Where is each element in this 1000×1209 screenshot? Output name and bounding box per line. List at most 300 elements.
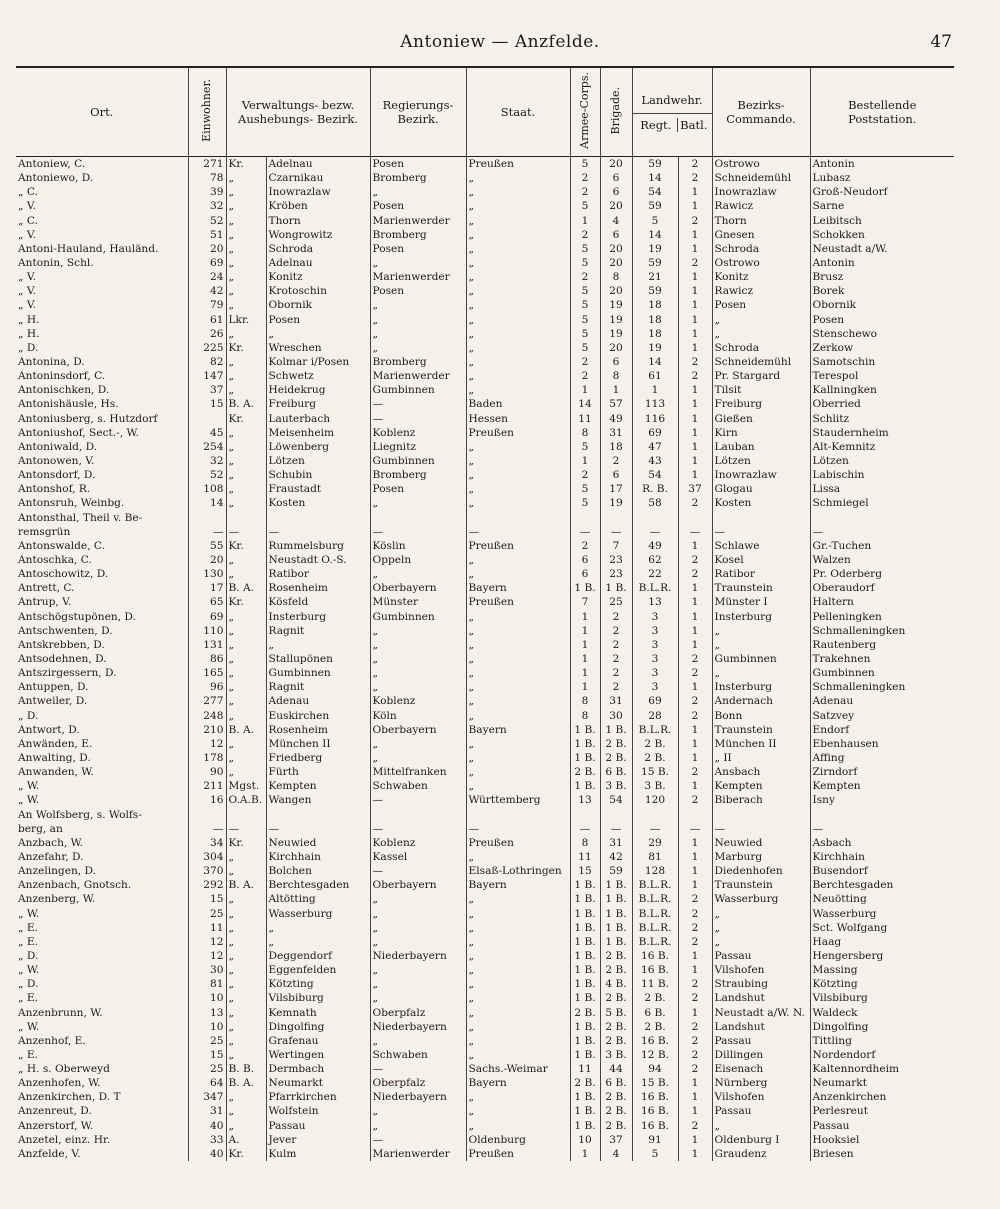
cell-poststation: Perlesreut bbox=[810, 1104, 954, 1118]
cell-verwaltungsbezirk: Kösfeld bbox=[266, 595, 370, 609]
table-row bbox=[16, 581, 954, 595]
cell-bataillon: 1 bbox=[678, 228, 712, 242]
cell-behoerde: B. A. bbox=[226, 878, 266, 892]
cell-poststation: Rautenberg bbox=[810, 638, 954, 652]
cell-verwaltungsbezirk: Pfarrkirchen bbox=[266, 1090, 370, 1104]
cell-verwaltungsbezirk bbox=[266, 807, 370, 821]
cell-regiment: B.L.R. bbox=[632, 723, 678, 737]
cell-verwaltungsbezirk: Lötzen bbox=[266, 454, 370, 468]
cell-staat: Bayern bbox=[466, 723, 570, 737]
cell-staat: „ bbox=[466, 610, 570, 624]
cell-armeecorps: 1 B. bbox=[570, 1104, 600, 1118]
cell-bezirkscommando: Ratibor bbox=[712, 567, 810, 581]
cell-regierungsbezirk: Oppeln bbox=[370, 553, 466, 567]
cell-poststation: — bbox=[810, 525, 954, 539]
cell-behoerde: „ bbox=[226, 284, 266, 298]
cell-ort: „ W. bbox=[18, 907, 40, 920]
cell-regierungsbezirk: Oberpfalz bbox=[370, 1005, 466, 1019]
table-row bbox=[16, 1090, 954, 1104]
cell-behoerde: „ bbox=[226, 270, 266, 284]
cell-behoerde: „ bbox=[226, 242, 266, 256]
cell-einwohner: 86 bbox=[188, 652, 226, 666]
cell-einwohner: 37 bbox=[188, 383, 226, 397]
cell-poststation: Schlitz bbox=[810, 412, 954, 426]
cell-regierungsbezirk: Bromberg bbox=[370, 228, 466, 242]
cell-brigade: 19 bbox=[600, 298, 632, 312]
cell-bataillon: 1 bbox=[678, 185, 712, 199]
cell-regierungsbezirk: Liegnitz bbox=[370, 440, 466, 454]
cell-regierungsbezirk: Gumbinnen bbox=[370, 610, 466, 624]
table-row bbox=[16, 270, 954, 284]
cell-bataillon: 1 bbox=[678, 850, 712, 864]
cell-verwaltungsbezirk: Schubin bbox=[266, 468, 370, 482]
cell-einwohner bbox=[188, 807, 226, 821]
cell-staat: „ bbox=[466, 185, 570, 199]
cell-poststation bbox=[810, 511, 954, 525]
cell-einwohner: 10 bbox=[188, 991, 226, 1005]
cell-poststation: Lötzen bbox=[810, 454, 954, 468]
cell-regiment: R. B. bbox=[632, 482, 678, 496]
cell-bezirkscommando: Landshut bbox=[712, 1020, 810, 1034]
cell-ort: „ W. bbox=[18, 964, 40, 977]
table-row bbox=[16, 482, 954, 496]
cell-regiment: 3 bbox=[632, 680, 678, 694]
table-row bbox=[16, 1104, 954, 1118]
cell-poststation: Affing bbox=[810, 751, 954, 765]
cell-poststation: Terespol bbox=[810, 369, 954, 383]
cell-poststation: Neumarkt bbox=[810, 1076, 954, 1090]
cell-armeecorps: 2 bbox=[570, 539, 600, 553]
cell-verwaltungsbezirk: Stallupönen bbox=[266, 652, 370, 666]
cell-bezirkscommando: Schroda bbox=[712, 341, 810, 355]
cell-verwaltungsbezirk: Berchtesgaden bbox=[266, 878, 370, 892]
cell-poststation: Staudernheim bbox=[810, 426, 954, 440]
cell-behoerde: „ bbox=[226, 369, 266, 383]
cell-regierungsbezirk: Posen bbox=[370, 157, 466, 172]
cell-bezirkscommando: Traunstein bbox=[712, 878, 810, 892]
cell-armeecorps: 5 bbox=[570, 199, 600, 213]
cell-ort: „ W. bbox=[18, 780, 40, 793]
cell-bataillon: 1 bbox=[678, 242, 712, 256]
cell-staat: „ bbox=[466, 1104, 570, 1118]
cell-poststation: Neustadt a/W. bbox=[810, 242, 954, 256]
cell-poststation: Antonin bbox=[810, 256, 954, 270]
cell-staat: „ bbox=[466, 284, 570, 298]
cell-staat: Elsaß-Lothringen bbox=[466, 864, 570, 878]
cell-brigade: 2 B. bbox=[600, 1034, 632, 1048]
cell-bataillon: 1 bbox=[678, 397, 712, 411]
cell-brigade: 2 bbox=[600, 680, 632, 694]
cell-regierungsbezirk: „ bbox=[370, 892, 466, 906]
cell-armeecorps: 13 bbox=[570, 793, 600, 807]
table-row bbox=[16, 1147, 954, 1161]
cell-behoerde: B. A. bbox=[226, 397, 266, 411]
cell-bezirkscommando: Schneidemühl bbox=[712, 171, 810, 185]
cell-poststation: Dingolfing bbox=[810, 1020, 954, 1034]
cell-einwohner: 45 bbox=[188, 426, 226, 440]
cell-verwaltungsbezirk: Rummelsburg bbox=[266, 539, 370, 553]
cell-ort: Anzfelde, V. bbox=[18, 1147, 81, 1160]
cell-armeecorps: 5 bbox=[570, 496, 600, 510]
cell-regierungsbezirk: — bbox=[370, 822, 466, 836]
cell-armeecorps: 1 B. bbox=[570, 1020, 600, 1034]
cell-armeecorps: 11 bbox=[570, 1062, 600, 1076]
cell-brigade: 2 B. bbox=[600, 949, 632, 963]
cell-armeecorps: 5 bbox=[570, 482, 600, 496]
cell-bataillon: 2 bbox=[678, 256, 712, 270]
cell-ort: „ D. bbox=[18, 341, 39, 354]
cell-poststation: Ebenhausen bbox=[810, 737, 954, 751]
cell-staat: „ bbox=[466, 708, 570, 722]
cell-behoerde: „ bbox=[226, 652, 266, 666]
cell-staat: „ bbox=[466, 355, 570, 369]
cell-regierungsbezirk: Bromberg bbox=[370, 355, 466, 369]
cell-einwohner: 69 bbox=[188, 256, 226, 270]
table-row bbox=[16, 256, 954, 270]
cell-regierungsbezirk: „ bbox=[370, 327, 466, 341]
cell-regiment: 1 bbox=[632, 383, 678, 397]
cell-bataillon: 1 bbox=[678, 779, 712, 793]
cell-poststation: Schmalleningken bbox=[810, 680, 954, 694]
cell-brigade: 2 B. bbox=[600, 1104, 632, 1118]
table-row bbox=[16, 765, 954, 779]
cell-ort: Antwort, D. bbox=[18, 723, 80, 736]
cell-einwohner: 254 bbox=[188, 440, 226, 454]
cell-bezirkscommando: „ bbox=[712, 921, 810, 935]
cell-bataillon: 1 bbox=[678, 1090, 712, 1104]
table-row bbox=[16, 327, 954, 341]
cell-behoerde: „ bbox=[226, 256, 266, 270]
cell-ort: Antsodehnen, D. bbox=[18, 652, 107, 665]
cell-einwohner: 42 bbox=[188, 284, 226, 298]
cell-verwaltungsbezirk: „ bbox=[266, 921, 370, 935]
cell-bezirkscommando: Schroda bbox=[712, 242, 810, 256]
cell-poststation: Antonin bbox=[810, 157, 954, 172]
cell-regierungsbezirk: Bromberg bbox=[370, 468, 466, 482]
cell-regierungsbezirk: Koblenz bbox=[370, 694, 466, 708]
cell-regierungsbezirk: Kassel bbox=[370, 850, 466, 864]
cell-poststation: Posen bbox=[810, 313, 954, 327]
cell-behoerde: „ bbox=[226, 991, 266, 1005]
col-brigade-label: Brigade. bbox=[609, 86, 623, 135]
cell-regiment: 2 B. bbox=[632, 1020, 678, 1034]
cell-ort: Antszirgessern, D. bbox=[18, 667, 117, 680]
cell-armeecorps bbox=[570, 511, 600, 525]
cell-staat: „ bbox=[466, 906, 570, 920]
cell-brigade bbox=[600, 511, 632, 525]
header-row bbox=[16, 67, 954, 157]
cell-ort: Anzelingen, D. bbox=[18, 865, 97, 878]
cell-regierungsbezirk: Köln bbox=[370, 708, 466, 722]
cell-bataillon: 1 bbox=[678, 949, 712, 963]
cell-staat bbox=[466, 511, 570, 525]
cell-regiment: 16 B. bbox=[632, 949, 678, 963]
cell-bezirkscommando: „ bbox=[712, 666, 810, 680]
table-row bbox=[16, 878, 954, 892]
cell-bezirkscommando: Konitz bbox=[712, 270, 810, 284]
cell-regiment: 3 bbox=[632, 610, 678, 624]
cell-brigade: 5 B. bbox=[600, 1005, 632, 1019]
cell-armeecorps: 2 bbox=[570, 228, 600, 242]
cell-ort: Anzenhof, E. bbox=[18, 1034, 86, 1047]
cell-bataillon: 2 bbox=[678, 553, 712, 567]
cell-regierungsbezirk: „ bbox=[370, 991, 466, 1005]
cell-poststation: Lubasz bbox=[810, 171, 954, 185]
table-row bbox=[16, 652, 954, 666]
cell-einwohner: 96 bbox=[188, 680, 226, 694]
cell-staat: „ bbox=[466, 963, 570, 977]
cell-brigade: 20 bbox=[600, 284, 632, 298]
cell-einwohner: 25 bbox=[188, 906, 226, 920]
cell-regiment: 91 bbox=[632, 1133, 678, 1147]
cell-einwohner: 17 bbox=[188, 581, 226, 595]
cell-armeecorps: 5 bbox=[570, 242, 600, 256]
cell-ort: Antonsruh, Weinbg. bbox=[18, 497, 125, 510]
cell-verwaltungsbezirk: Ragnit bbox=[266, 624, 370, 638]
cell-regierungsbezirk: „ bbox=[370, 977, 466, 991]
cell-armeecorps: 2 B. bbox=[570, 1005, 600, 1019]
cell-brigade: 18 bbox=[600, 440, 632, 454]
cell-staat: Baden bbox=[466, 397, 570, 411]
cell-brigade: 20 bbox=[600, 242, 632, 256]
cell-regiment: 3 B. bbox=[632, 779, 678, 793]
cell-ort: „ V. bbox=[18, 271, 37, 284]
cell-verwaltungsbezirk: Kirchhain bbox=[266, 850, 370, 864]
cell-behoerde: „ bbox=[226, 737, 266, 751]
cell-regierungsbezirk: — bbox=[370, 397, 466, 411]
cell-armeecorps: 5 bbox=[570, 298, 600, 312]
cell-verwaltungsbezirk: Dingolfing bbox=[266, 1020, 370, 1034]
cell-bezirkscommando: Posen bbox=[712, 298, 810, 312]
cell-bataillon: 1 bbox=[678, 440, 712, 454]
cell-staat: „ bbox=[466, 624, 570, 638]
cell-armeecorps: 1 B. bbox=[570, 963, 600, 977]
cell-poststation: Passau bbox=[810, 1119, 954, 1133]
col-bezirks: Bezirks- Commando. bbox=[712, 67, 810, 157]
cell-armeecorps: 1 bbox=[570, 1147, 600, 1161]
col-regt: Regt. bbox=[635, 118, 679, 132]
cell-behoerde: „ bbox=[226, 567, 266, 581]
cell-bezirkscommando: Andernach bbox=[712, 694, 810, 708]
cell-staat: „ bbox=[466, 1005, 570, 1019]
cell-poststation: Kaltennordheim bbox=[810, 1062, 954, 1076]
cell-regiment: 120 bbox=[632, 793, 678, 807]
cell-ort: Antonowen, V. bbox=[18, 455, 95, 468]
cell-staat: „ bbox=[466, 991, 570, 1005]
cell-bataillon: 2 bbox=[678, 1020, 712, 1034]
cell-armeecorps: 15 bbox=[570, 864, 600, 878]
cell-bataillon: 1 bbox=[678, 468, 712, 482]
cell-bataillon: 1 bbox=[678, 751, 712, 765]
cell-bezirkscommando: Gießen bbox=[712, 412, 810, 426]
cell-bezirkscommando: Thorn bbox=[712, 214, 810, 228]
cell-verwaltungsbezirk: Freiburg bbox=[266, 397, 370, 411]
cell-regiment: B.L.R. bbox=[632, 581, 678, 595]
cell-brigade bbox=[600, 807, 632, 821]
cell-behoerde: „ bbox=[226, 921, 266, 935]
cell-bezirkscommando: Kosten bbox=[712, 496, 810, 510]
cell-behoerde: „ bbox=[226, 694, 266, 708]
cell-ort: Antonishäusle, Hs. bbox=[18, 398, 119, 411]
cell-brigade: 1 bbox=[600, 383, 632, 397]
cell-bezirkscommando: Kosel bbox=[712, 553, 810, 567]
cell-einwohner: 33 bbox=[188, 1133, 226, 1147]
cell-staat: Preußen bbox=[466, 595, 570, 609]
cell-armeecorps: 1 B. bbox=[570, 921, 600, 935]
cell-ort: Antoniewo, D. bbox=[18, 172, 94, 185]
cell-regierungsbezirk: Marienwerder bbox=[370, 369, 466, 383]
cell-armeecorps: 1 B. bbox=[570, 892, 600, 906]
cell-staat: „ bbox=[466, 680, 570, 694]
cell-ort: Antoschka, C. bbox=[18, 554, 92, 566]
cell-bataillon: 2 bbox=[678, 157, 712, 172]
cell-armeecorps: 8 bbox=[570, 836, 600, 850]
cell-armeecorps: 5 bbox=[570, 313, 600, 327]
table-row bbox=[16, 185, 954, 199]
cell-verwaltungsbezirk: Kolmar i/Posen bbox=[266, 355, 370, 369]
cell-behoerde: „ bbox=[226, 482, 266, 496]
cell-brigade: 4 bbox=[600, 1147, 632, 1161]
cell-bataillon: 2 bbox=[678, 991, 712, 1005]
cell-verwaltungsbezirk: Löwenberg bbox=[266, 440, 370, 454]
cell-poststation: Neuötting bbox=[810, 892, 954, 906]
cell-poststation: Kötzting bbox=[810, 977, 954, 991]
cell-bezirkscommando: — bbox=[712, 822, 810, 836]
cell-brigade: 17 bbox=[600, 482, 632, 496]
cell-bataillon: 2 bbox=[678, 765, 712, 779]
cell-regierungsbezirk: Posen bbox=[370, 199, 466, 213]
cell-bataillon: 1 bbox=[678, 298, 712, 312]
cell-bezirkscommando: Insterburg bbox=[712, 610, 810, 624]
cell-einwohner: 13 bbox=[188, 1005, 226, 1019]
cell-brigade: 20 bbox=[600, 341, 632, 355]
cell-verwaltungsbezirk: Eggenfelden bbox=[266, 963, 370, 977]
cell-ort: „ H. s. Oberweyd bbox=[18, 1063, 110, 1076]
cell-bataillon: 1 bbox=[678, 412, 712, 426]
cell-regierungsbezirk: Koblenz bbox=[370, 426, 466, 440]
cell-ort: Anwanden, W. bbox=[18, 766, 94, 779]
table-row bbox=[16, 991, 954, 1005]
cell-brigade: 20 bbox=[600, 256, 632, 270]
table-row bbox=[16, 313, 954, 327]
cell-bezirkscommando: Dillingen bbox=[712, 1048, 810, 1062]
cell-poststation: Obornik bbox=[810, 298, 954, 312]
cell-einwohner: — bbox=[188, 822, 226, 836]
cell-ort: Antoschowitz, D. bbox=[18, 568, 109, 581]
cell-verwaltungsbezirk: Kemnath bbox=[266, 1005, 370, 1019]
cell-bataillon: 1 bbox=[678, 1104, 712, 1118]
table-row bbox=[16, 694, 954, 708]
cell-bezirkscommando: Ostrowo bbox=[712, 256, 810, 270]
cell-armeecorps: 1 B. bbox=[570, 581, 600, 595]
cell-bezirkscommando: Ansbach bbox=[712, 765, 810, 779]
cell-regierungsbezirk: Posen bbox=[370, 284, 466, 298]
cell-behoerde: Kr. bbox=[226, 157, 266, 172]
cell-armeecorps: 2 bbox=[570, 185, 600, 199]
cell-einwohner: 55 bbox=[188, 539, 226, 553]
cell-behoerde: „ bbox=[226, 977, 266, 991]
cell-brigade: 54 bbox=[600, 793, 632, 807]
cell-armeecorps: 1 B. bbox=[570, 977, 600, 991]
cell-staat: „ bbox=[466, 171, 570, 185]
cell-regierungsbezirk: Gumbinnen bbox=[370, 454, 466, 468]
cell-poststation: Busendorf bbox=[810, 864, 954, 878]
cell-verwaltungsbezirk: Heidekrug bbox=[266, 383, 370, 397]
cell-regiment: — bbox=[632, 525, 678, 539]
cell-verwaltungsbezirk: Lauterbach bbox=[266, 412, 370, 426]
cell-brigade: 31 bbox=[600, 426, 632, 440]
cell-brigade: 2 B. bbox=[600, 737, 632, 751]
cell-armeecorps: 2 bbox=[570, 355, 600, 369]
cell-regiment: B.L.R. bbox=[632, 892, 678, 906]
table-row bbox=[16, 1034, 954, 1048]
table-row bbox=[16, 214, 954, 228]
cell-verwaltungsbezirk: Neuwied bbox=[266, 836, 370, 850]
table-row bbox=[16, 1119, 954, 1133]
cell-behoerde: „ bbox=[226, 496, 266, 510]
cell-bezirkscommando: Graudenz bbox=[712, 1147, 810, 1161]
cell-regierungsbezirk: „ bbox=[370, 666, 466, 680]
cell-verwaltungsbezirk: Krotoschin bbox=[266, 284, 370, 298]
col-landwehr bbox=[632, 67, 712, 157]
cell-bezirkscommando: Passau bbox=[712, 949, 810, 963]
cell-verwaltungsbezirk: Adelnau bbox=[266, 256, 370, 270]
table-row bbox=[16, 539, 954, 553]
cell-einwohner: 347 bbox=[188, 1090, 226, 1104]
table-row bbox=[16, 906, 954, 920]
cell-regiment: 2 B. bbox=[632, 737, 678, 751]
cell-behoerde: — bbox=[226, 822, 266, 836]
cell-behoerde: „ bbox=[226, 638, 266, 652]
cell-brigade: 1 B. bbox=[600, 935, 632, 949]
cell-staat: „ bbox=[466, 327, 570, 341]
cell-regierungsbezirk: „ bbox=[370, 185, 466, 199]
cell-armeecorps: 2 bbox=[570, 468, 600, 482]
cell-poststation: Waldeck bbox=[810, 1005, 954, 1019]
cell-staat: „ bbox=[466, 935, 570, 949]
cell-poststation: Leibitsch bbox=[810, 214, 954, 228]
cell-verwaltungsbezirk: Schroda bbox=[266, 242, 370, 256]
cell-regiment: 2 B. bbox=[632, 991, 678, 1005]
cell-brigade: 6 bbox=[600, 468, 632, 482]
cell-ort: „ E. bbox=[18, 992, 38, 1005]
cell-ort: „ D. bbox=[18, 709, 39, 722]
cell-verwaltungsbezirk: Posen bbox=[266, 313, 370, 327]
cell-ort: Antoni-Hauland, Hauländ. bbox=[18, 242, 159, 255]
cell-staat: „ bbox=[466, 652, 570, 666]
cell-brigade: 23 bbox=[600, 553, 632, 567]
cell-bezirkscommando: München II bbox=[712, 737, 810, 751]
cell-verwaltungsbezirk: — bbox=[266, 525, 370, 539]
cell-poststation: Schmiegel bbox=[810, 496, 954, 510]
cell-regiment: 12 B. bbox=[632, 1048, 678, 1062]
cell-bataillon: 1 bbox=[678, 864, 712, 878]
cell-verwaltungsbezirk bbox=[266, 511, 370, 525]
cell-einwohner: 292 bbox=[188, 878, 226, 892]
cell-verwaltungsbezirk: Fraustadt bbox=[266, 482, 370, 496]
cell-behoerde: „ bbox=[226, 327, 266, 341]
table-row bbox=[16, 850, 954, 864]
cell-behoerde: — bbox=[226, 525, 266, 539]
cell-regierungsbezirk: „ bbox=[370, 496, 466, 510]
cell-regierungsbezirk: „ bbox=[370, 751, 466, 765]
cell-poststation: Oberried bbox=[810, 397, 954, 411]
cell-bezirkscommando: Gnesen bbox=[712, 228, 810, 242]
cell-verwaltungsbezirk: Obornik bbox=[266, 298, 370, 312]
cell-staat: Bayern bbox=[466, 581, 570, 595]
cell-bezirkscommando: Kempten bbox=[712, 779, 810, 793]
cell-staat: „ bbox=[466, 341, 570, 355]
